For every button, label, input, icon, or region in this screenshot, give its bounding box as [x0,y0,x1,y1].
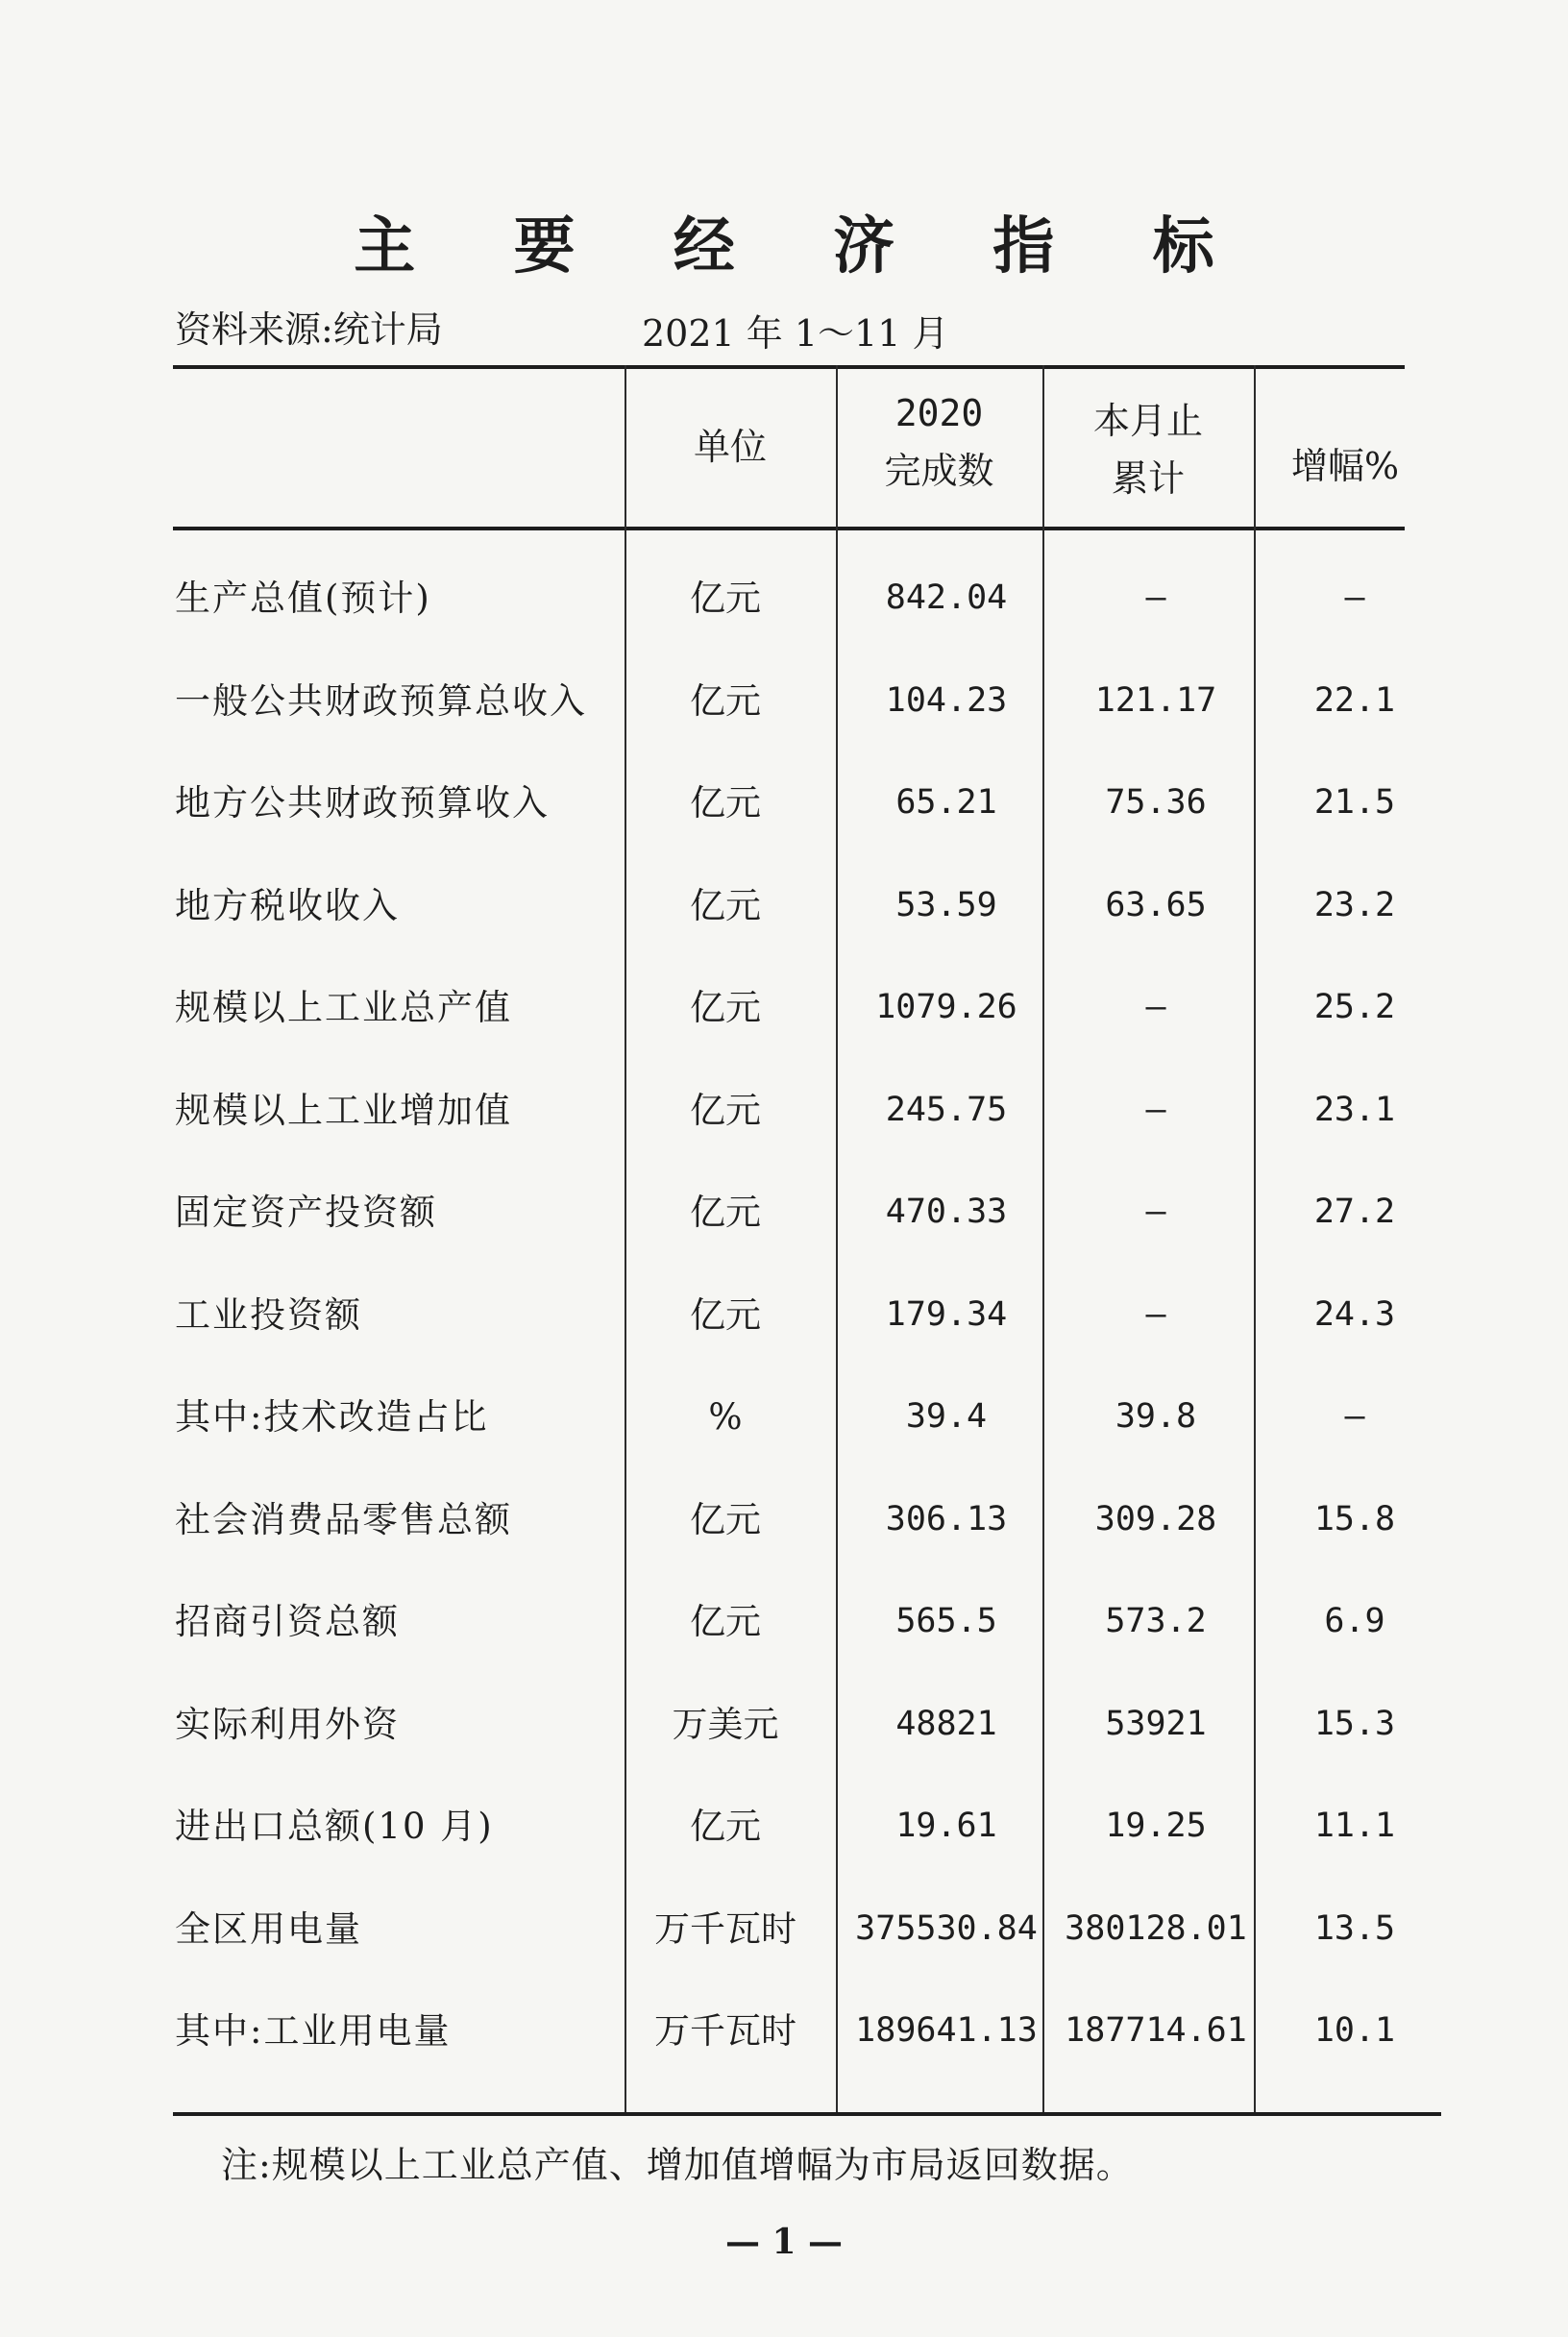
table-row [173,1265,1441,1365]
table-row [173,1980,1441,2081]
indicator-unit: 亿元 [690,1601,761,1642]
value-2020: 39.4 [905,1397,988,1436]
indicator-unit: 万美元 [672,1703,779,1745]
indicator-name: 进出口总额(10 月) [175,1806,494,1847]
header-2020-label: 完成数 [884,450,994,492]
value-accumulated: 39.8 [1115,1397,1197,1436]
footnote: 注:规模以上工业总产值、增加值增幅为市局返回数据。 [221,2144,1134,2186]
indicator-name: 地方税收收入 [175,884,400,926]
value-growth: 24.3 [1313,1294,1396,1334]
indicator-unit: 亿元 [690,1806,761,1847]
value-2020: 53.59 [895,885,997,924]
value-accumulated: 19.25 [1105,1807,1207,1845]
table-row [173,1879,1441,1980]
table-row [173,855,1441,956]
value-accumulated: — [1145,988,1166,1026]
table-row [173,957,1441,1058]
value-growth: — [1344,578,1365,617]
value-2020: 470.33 [885,1193,1008,1231]
table-row [173,1060,1441,1161]
indicator-unit: 万千瓦时 [654,1907,796,1950]
value-2020: 306.13 [885,1499,1008,1538]
value-2020: 19.61 [895,1807,997,1845]
header-acc-line1: 本月止 [1092,400,1203,442]
value-accumulated: 573.2 [1105,1602,1207,1640]
header-acc-line2: 累计 [1111,457,1185,500]
value-2020: 104.23 [885,680,1008,720]
table-bottom-rule [173,2112,1441,2116]
indicator-unit: 亿元 [690,578,761,619]
value-2020: 842.04 [885,578,1008,617]
table-row [173,1469,1441,1570]
indicator-name: 规模以上工业增加值 [175,1089,512,1131]
indicator-name: 工业投资额 [175,1293,362,1336]
indicator-unit: 亿元 [690,1498,761,1540]
value-growth: 15.8 [1313,1499,1396,1538]
table-row [173,1776,1441,1877]
value-accumulated: 309.28 [1094,1499,1217,1538]
indicator-unit: % [708,1396,743,1438]
table-top-rule [173,365,1405,369]
header-growth-label: 增幅% [1290,445,1400,487]
indicator-unit: 亿元 [690,884,761,926]
indicator-unit: 亿元 [690,987,761,1028]
header-unit-label: 单位 [693,426,767,468]
value-accumulated: 75.36 [1105,783,1207,822]
report-period: 2021 年 1～11 月 [642,312,949,355]
header-accumulated [1042,392,1254,507]
indicator-name: 地方公共财政预算收入 [175,782,550,824]
table-row [173,1366,1441,1467]
indicator-unit: 亿元 [690,782,761,824]
value-accumulated: 121.17 [1094,680,1217,720]
indicator-unit: 万千瓦时 [654,2010,796,2052]
value-2020: 179.34 [885,1294,1008,1334]
value-accumulated: — [1145,578,1166,617]
table-row [173,752,1441,853]
value-2020: 65.21 [895,783,997,822]
table-row [173,548,1441,649]
header-2020-year: 2020 [894,392,984,434]
value-2020: 565.5 [895,1602,997,1640]
value-growth: 11.1 [1313,1807,1396,1845]
value-accumulated: 380128.01 [1065,1908,1247,1948]
indicator-name: 一般公共财政预算总收入 [175,679,587,722]
header-bottom-rule [173,527,1405,530]
indicator-name: 招商引资总额 [175,1601,400,1642]
value-2020: 48821 [895,1704,997,1743]
indicator-name: 社会消费品零售总额 [175,1498,512,1540]
value-growth: 23.1 [1313,1090,1396,1129]
indicator-name: 实际利用外资 [175,1703,400,1745]
indicator-unit: 亿元 [690,1293,761,1336]
value-accumulated: 53921 [1105,1704,1207,1743]
value-accumulated: — [1145,1294,1166,1334]
value-2020: 189641.13 [855,2011,1038,2050]
value-growth: 13.5 [1313,1908,1396,1948]
value-2020: 375530.84 [855,1908,1038,1948]
value-growth: — [1344,1397,1365,1436]
indicator-name: 规模以上工业总产值 [175,987,512,1028]
indicator-unit: 亿元 [690,679,761,722]
indicator-name: 全区用电量 [175,1907,362,1950]
value-growth: 25.2 [1313,988,1396,1026]
indicator-unit: 亿元 [690,1192,761,1233]
indicator-name: 固定资产投资额 [175,1192,437,1233]
table-row [173,651,1441,751]
page-number: — 1 — [724,2222,844,2262]
value-2020: 245.75 [885,1090,1008,1129]
indicator-name: 其中:工业用电量 [175,2010,452,2052]
value-growth: 15.3 [1313,1704,1396,1743]
value-growth: 27.2 [1313,1193,1396,1231]
value-growth: 6.9 [1324,1602,1385,1640]
page-title: 主 要 经 济 指 标 [354,210,1253,283]
value-growth: 23.2 [1313,885,1396,924]
value-accumulated: — [1145,1193,1166,1231]
indicator-unit: 亿元 [690,1089,761,1131]
value-growth: 10.1 [1313,2011,1396,2050]
header-growth [1254,437,1436,495]
value-accumulated: 187714.61 [1065,2011,1247,2050]
value-accumulated: — [1145,1090,1166,1129]
value-growth: 21.5 [1313,783,1396,822]
indicator-name: 其中:技术改造占比 [175,1396,489,1438]
value-growth: 22.1 [1313,680,1396,720]
header-unit [625,418,836,476]
data-source: 资料来源:统计局 [175,308,443,351]
value-2020: 1079.26 [875,988,1017,1026]
table-row [173,1674,1441,1775]
table-row [173,1162,1441,1263]
header-2020 [836,384,1042,500]
value-accumulated: 63.65 [1105,885,1207,924]
table-row [173,1571,1441,1672]
indicator-name: 生产总值(预计) [175,578,431,619]
